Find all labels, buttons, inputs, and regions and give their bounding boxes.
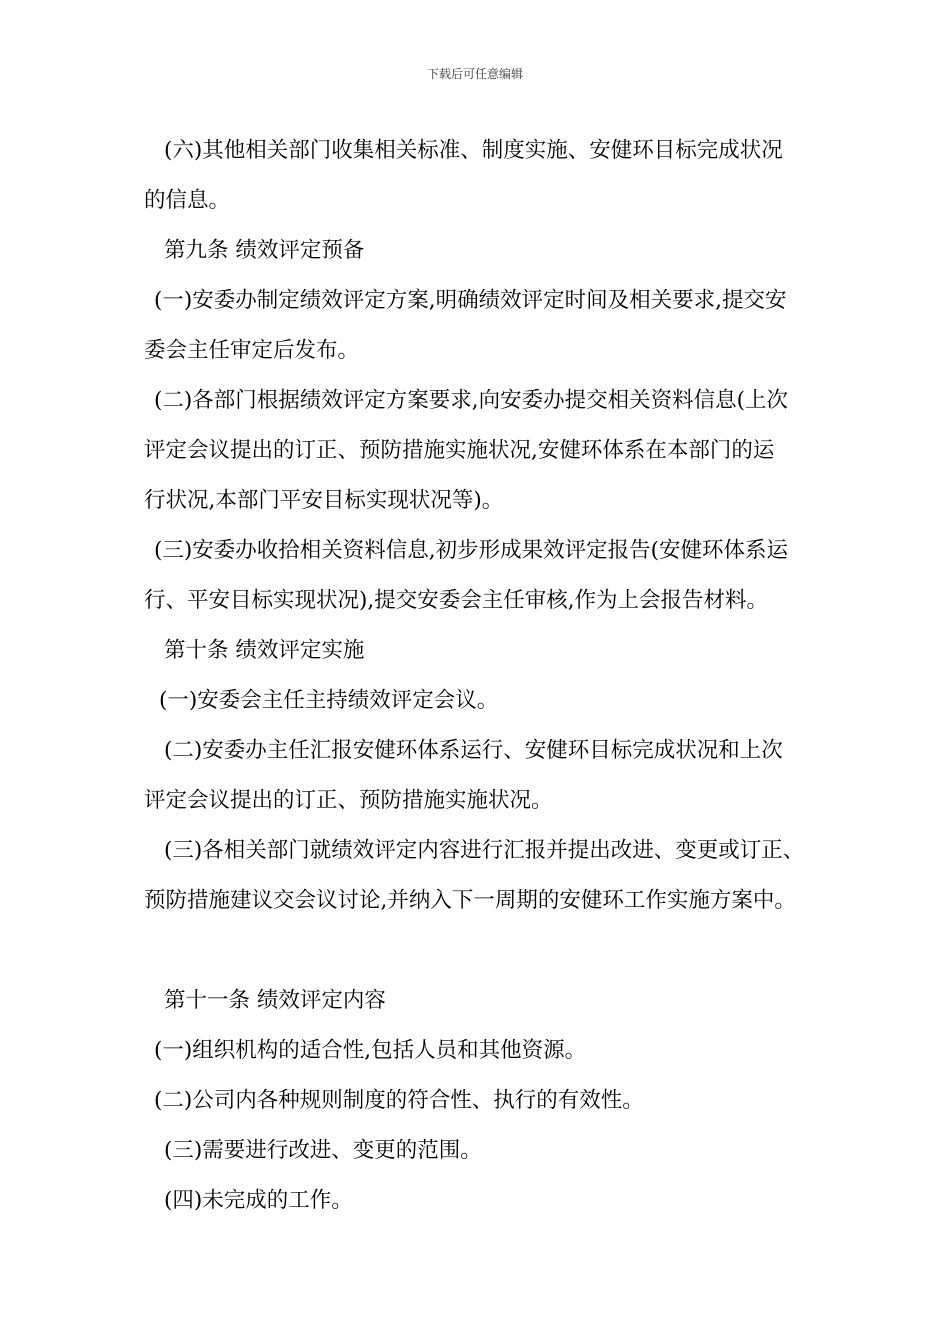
paragraph-line: (四)未完成的工作。 xyxy=(164,1188,353,1213)
paragraph-line: 行、平安目标实现状况),提交安委会主任审核,作为上会报告材料。 xyxy=(144,588,769,613)
paragraph-line: 的信息。 xyxy=(144,188,231,213)
paragraph-line: (二)安委办主任汇报安健环体系运行、安健环目标完成状况和上次 xyxy=(164,738,783,763)
paragraph-line: (三)需要进行改进、变更的范围。 xyxy=(164,1138,482,1163)
paragraph-line: 行状况,本部门平安目标实现状况等)。 xyxy=(144,488,504,513)
paragraph-line: (六)其他相关部门收集相关标准、制度实施、安健环目标完成状况 xyxy=(164,138,783,163)
paragraph-line: 委会主任审定后发布。 xyxy=(144,338,360,363)
section-heading: 第十一条 绩效评定内容 xyxy=(164,988,386,1013)
paragraph-line: (一)安委会主任主持绩效评定会议。 xyxy=(159,688,499,713)
section-heading: 第十条 绩效评定实施 xyxy=(164,638,365,663)
page-header: 下载后可任意编辑 xyxy=(426,67,523,81)
paragraph-line: (二)公司内各种规则制度的符合性、执行的有效性。 xyxy=(154,1088,644,1113)
paragraph-line: 评定会议提出的订正、预防措施实施状况。 xyxy=(144,788,553,813)
paragraph-line: (三)各相关部门就绩效评定内容进行汇报并提出改进、变更或订正、 xyxy=(164,838,805,863)
paragraph-line: 评定会议提出的订正、预防措施实施状况,安健环体系在本部门的运 xyxy=(144,438,775,463)
paragraph-line: (三)安委办收拾相关资料信息,初步形成果效评定报告(安健环体系运 xyxy=(154,538,789,563)
section-heading: 第九条 绩效评定预备 xyxy=(164,238,365,263)
paragraph-line: (二)各部门根据绩效评定方案要求,向安委办提交相关资料信息(上次 xyxy=(154,388,789,413)
paragraph-line: (一)组织机构的适合性,包括人员和其他资源。 xyxy=(154,1038,587,1063)
paragraph-line: (一)安委办制定绩效评定方案,明确绩效评定时间及相关要求,提交安 xyxy=(154,288,787,313)
paragraph-line: 预防措施建议交会议讨论,并纳入下一周期的安健环工作实施方案中。 xyxy=(144,888,796,913)
